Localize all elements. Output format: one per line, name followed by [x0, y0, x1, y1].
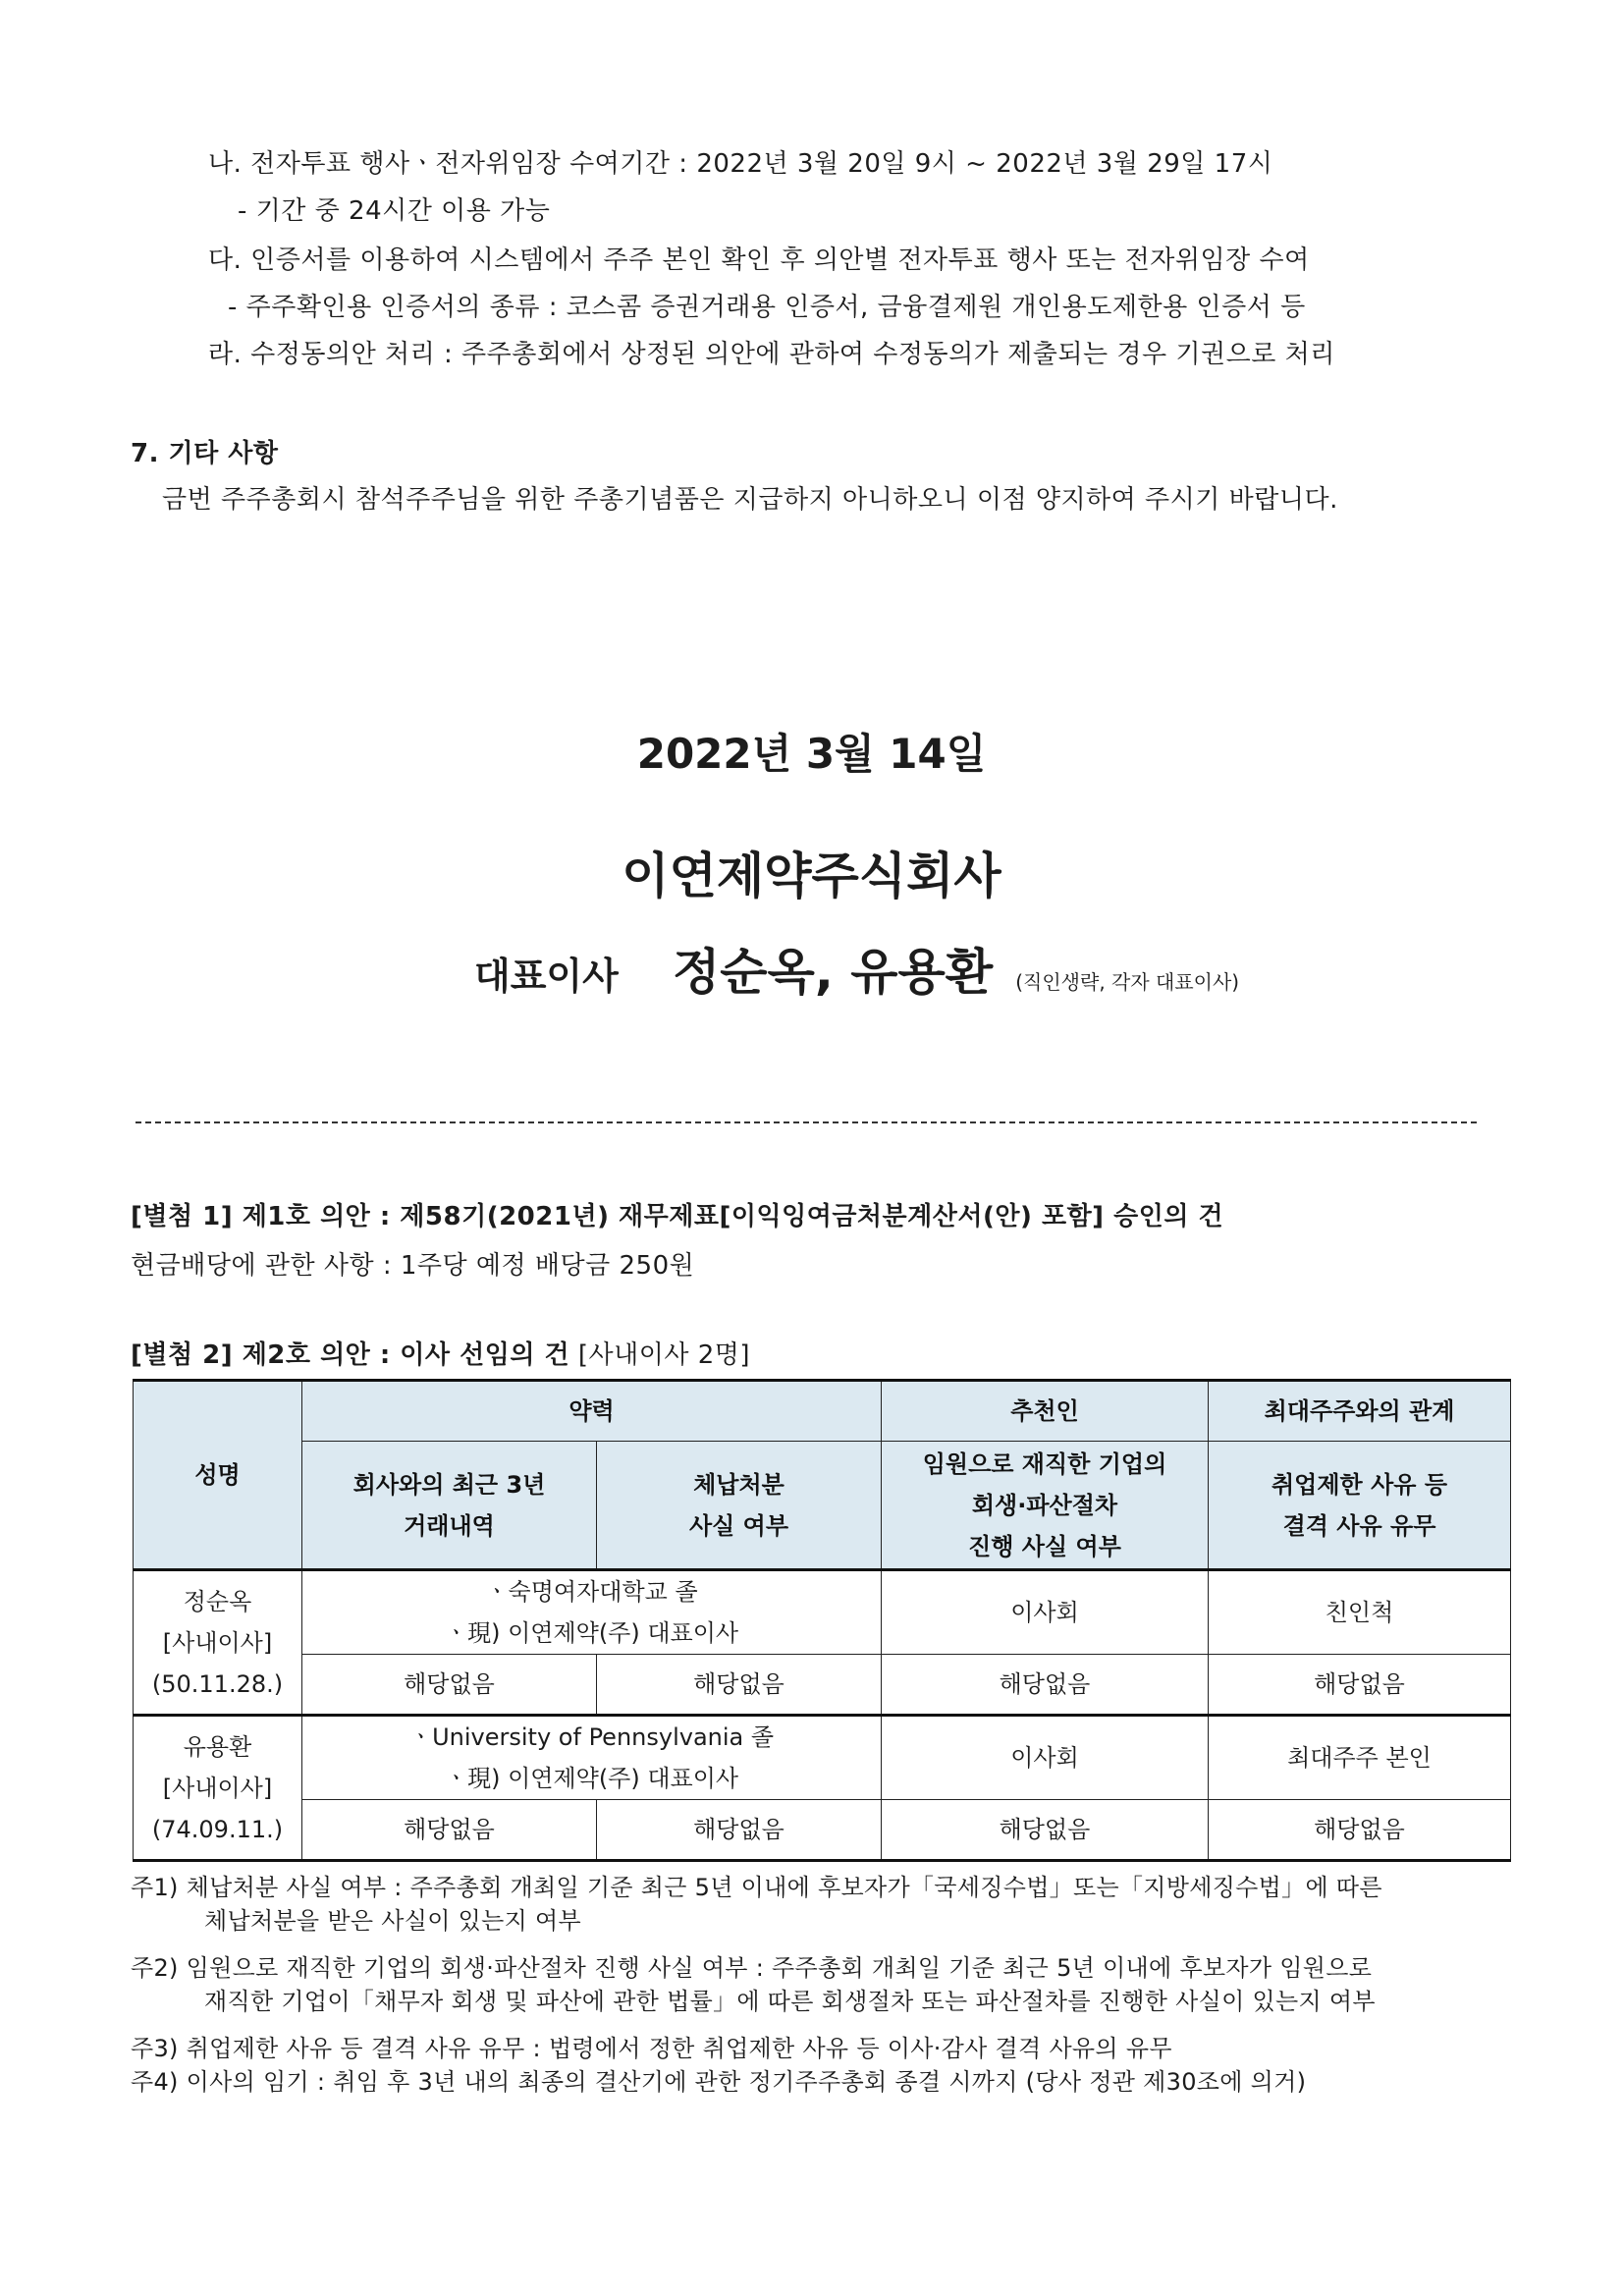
header-transactions: [302, 1442, 597, 1570]
candidate-career: [302, 1570, 882, 1655]
voting-period-note: - 기간 중 24시간 이용 가능: [238, 196, 551, 226]
dividend-line: 현금배당에 관한 사항 : 1주당 예정 배당금 250원: [131, 1251, 695, 1281]
header-delinquency: [597, 1442, 882, 1570]
footnote-1: 주1) 체납처분 사실 여부 : 주주총회 개최일 기준 최근 5년 이내에 후보자가「국세징수법」또는「지방세징수법」에 따른: [131, 1874, 1382, 1901]
voting-period-item: 나. 전자투표 행사ㆍ전자위임장 수여기간 : 2022년 3월 20일 9시 ~ 2022년 3월 29일 17시: [208, 149, 1273, 179]
header-disqualification-line2: 결격 사유 유무: [1282, 1511, 1436, 1540]
header-career: 약력: [302, 1381, 882, 1442]
rep-title: 대표이사: [474, 955, 619, 998]
footnote-3: 주3) 취업제한 사유 등 결격 사유 유무 : 법령에서 정한 취업제한 사유 등 이사·감사 결격 사유의 유무: [131, 2035, 1172, 2062]
candidate-bankruptcy: 해당없음: [882, 1800, 1209, 1861]
attachment2-title: [131, 1339, 750, 1372]
table-row: [134, 1570, 1511, 1655]
header-relation: 최대주주와의 관계: [1209, 1381, 1511, 1442]
table-row: [134, 1655, 1511, 1716]
candidate-delinquency: 해당없음: [597, 1800, 882, 1861]
table-row: [134, 1716, 1511, 1800]
candidate-dob: (50.11.28.): [151, 1669, 284, 1698]
attachment1-title: [별첨 1] 제1호 의안 : 제58기(2021년) 재무제표[이익잉여금처분계산서(안) 포함] 승인의 건: [131, 1202, 1224, 1231]
candidate-name-cell: [134, 1716, 302, 1861]
candidate-role: [사내이사]: [162, 1774, 273, 1802]
header-bankruptcy-line2: 회생·파산절차: [971, 1491, 1118, 1519]
candidate-disqualification: 해당없음: [1209, 1655, 1511, 1716]
candidate-disqualification: 해당없음: [1209, 1800, 1511, 1861]
header-delinquency-line1: 체납처분: [693, 1470, 784, 1499]
attachment2-title-main: [별첨 2] 제2호 의안 : 이사 선임의 건: [131, 1340, 570, 1370]
footnote-1-cont: 체납처분을 받은 사실이 있는지 여부: [204, 1907, 581, 1935]
other-matters-body: 금번 주주총회시 참석주주님을 위한 주총기념품은 지급하지 아니하오니 이점 양지하여 주시기 바랍니다.: [162, 485, 1338, 515]
candidate-table: [133, 1379, 1511, 1862]
candidate-recommender: 이사회: [882, 1716, 1209, 1800]
header-bankruptcy-line3: 진행 사실 여부: [968, 1532, 1121, 1560]
candidate-relation: 최대주주 본인: [1209, 1716, 1511, 1800]
candidate-name: 정순옥: [183, 1587, 252, 1615]
attachment2-title-sub: [사내이사 2명]: [577, 1340, 751, 1370]
certificate-item: 다. 인증서를 이용하여 시스템에서 주주 본인 확인 후 의안별 전자투표 행사 또는 전자위임장 수여: [208, 246, 1310, 275]
header-bankruptcy: [882, 1442, 1209, 1570]
career-line: ㆍ現) 이연제약(주) 대표이사: [444, 1765, 739, 1792]
header-recommender: 추천인: [882, 1381, 1209, 1442]
header-transactions-line1: 회사와의 최근 3년: [352, 1470, 546, 1499]
company-name: 이연제약주식회사: [622, 847, 1001, 904]
footnote-2-cont: 재직한 기업이「채무자 회생 및 파산에 관한 법률」에 따른 회생절차 또는 파산절차를 진행한 사실이 있는지 여부: [204, 1988, 1376, 2015]
candidate-transactions: 해당없음: [302, 1800, 597, 1861]
candidate-recommender: 이사회: [882, 1570, 1209, 1655]
other-matters-heading: 7. 기타 사항: [131, 439, 279, 468]
candidate-role: [사내이사]: [162, 1628, 273, 1657]
career-line: ㆍ現) 이연제약(주) 대표이사: [444, 1619, 739, 1647]
candidate-career: [302, 1716, 882, 1800]
candidate-bankruptcy: 해당없음: [882, 1655, 1209, 1716]
candidate-name-cell: [134, 1570, 302, 1716]
candidate-relation: 친인척: [1209, 1570, 1511, 1655]
table-row: [134, 1800, 1511, 1861]
header-transactions-line2: 거래내역: [404, 1511, 495, 1540]
candidate-delinquency: 해당없음: [597, 1655, 882, 1716]
career-line: ㆍ숙명여자대학교 졸: [485, 1578, 698, 1606]
candidate-dob: (74.09.11.): [151, 1815, 284, 1843]
representative-line: [474, 933, 1239, 1002]
header-disqualification-line1: 취업제한 사유 등: [1271, 1470, 1447, 1499]
career-line: ㆍUniversity of Pennsylvania 졸: [408, 1723, 775, 1751]
candidate-transactions: 해당없음: [302, 1655, 597, 1716]
footnote-4: 주4) 이사의 임기 : 취임 후 3년 내의 최종의 결산기에 관한 정기주주총회 종결 시까지 (당사 정관 제30조에 의거): [131, 2068, 1307, 2096]
rep-names: 정순옥, 유용환: [672, 944, 994, 1001]
dashed-separator: [135, 1121, 1477, 1123]
notice-date: 2022년 3월 14일: [636, 730, 987, 778]
header-name: 성명: [134, 1381, 302, 1570]
header-delinquency-line2: 사실 여부: [688, 1511, 789, 1540]
header-bankruptcy-line1: 임원으로 재직한 기업의: [922, 1449, 1167, 1478]
footnote-2: 주2) 임원으로 재직한 기업의 회생·파산절차 진행 사실 여부 : 주주총회 개최일 기준 최근 5년 이내에 후보자가 임원으로: [131, 1954, 1373, 1982]
candidate-name: 유용환: [183, 1732, 252, 1761]
certificate-types-note: - 주주확인용 인증서의 종류 : 코스콤 증권거래용 인증서, 금융결제원 개인용도제한용 인증서 등: [228, 293, 1306, 322]
header-disqualification: [1209, 1442, 1511, 1570]
rep-note: (직인생략, 각자 대표이사): [1015, 970, 1240, 994]
amendment-item: 라. 수정동의안 처리 : 주주총회에서 상정된 의안에 관하여 수정동의가 제출되는 경우 기권으로 처리: [208, 340, 1335, 369]
